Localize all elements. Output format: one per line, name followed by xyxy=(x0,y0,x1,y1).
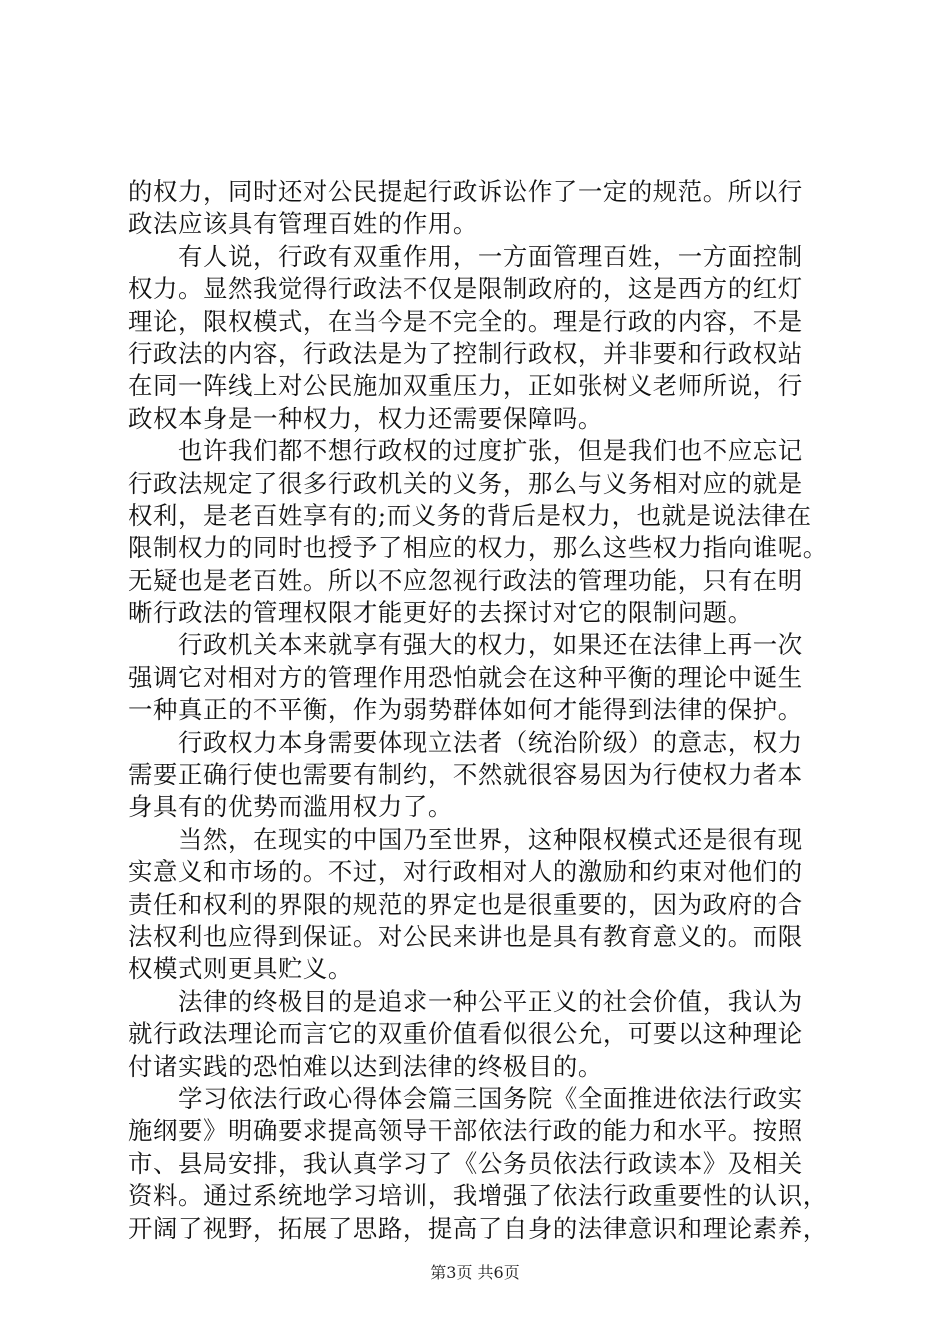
text-line: 学习依法行政心得体会篇三国务院《全面推进依法行政实 xyxy=(128,1083,803,1113)
text-line: 政法应该具有管理百姓的作用。 xyxy=(128,209,478,239)
text-line: 付诸实践的恐怕难以达到法律的终极目的。 xyxy=(128,1051,603,1081)
text-line: 当然，在现实的中国乃至世界，这种限权模式还是很有现 xyxy=(128,824,803,854)
text-line: 权模式则更具贮义。 xyxy=(128,954,353,984)
text-line: 身具有的优势而滥用权力了。 xyxy=(128,792,453,822)
text-line: 市、县局安排，我认真学习了《公务员依法行政读本》及相关 xyxy=(128,1148,803,1178)
text-line: 实意义和市场的。不过，对行政相对人的激励和约束对他们的 xyxy=(128,857,803,887)
text-line: 晰行政法的管理权限才能更好的去探讨对它的限制问题。 xyxy=(128,598,753,628)
text-line: 在同一阵线上对公民施加双重压力，正如张树义老师所说，行 xyxy=(128,371,803,401)
text-line: 开阔了视野，拓展了思路，提高了自身的法律意识和理论素养， xyxy=(128,1213,828,1243)
text-line: 也许我们都不想行政权的过度扩张，但是我们也不应忘记 xyxy=(128,436,803,466)
text-line: 就行政法理论而言它的双重价值看似很公允，可要以这种理论 xyxy=(128,1019,803,1049)
text-line: 行政法的内容，行政法是为了控制行政权，并非要和行政权站 xyxy=(128,338,803,368)
page-number-footer: 第3页 共6页 xyxy=(430,1263,520,1282)
text-line: 的权力，同时还对公民提起行政诉讼作了一定的规范。所以行 xyxy=(128,177,803,206)
text-line: 权力。显然我觉得行政法不仅是限制政府的，这是西方的红灯 xyxy=(128,274,803,304)
text-line: 施纲要》明确要求提高领导干部依法行政的能力和水平。按照 xyxy=(128,1116,803,1146)
text-line: 资料。通过系统地学习培训，我增强了依法行政重要性的认识， xyxy=(128,1181,828,1211)
text-line: 需要正确行使也需要有制约，不然就很容易因为行使权力者本 xyxy=(128,760,803,790)
text-line: 法权利也应得到保证。对公民来讲也是具有教育意义的。而限 xyxy=(128,921,803,951)
text-line: 权利，是老百姓享有的;而义务的背后是权力，也就是说法律在 xyxy=(128,500,812,530)
text-line: 行政法规定了很多行政机关的义务，那么与义务相对应的就是 xyxy=(128,468,803,498)
text-line: 一种真正的不平衡，作为弱势群体如何才能得到法律的保护。 xyxy=(128,695,803,725)
text-line: 行政机关本来就享有强大的权力，如果还在法律上再一次 xyxy=(128,630,803,660)
document-body xyxy=(128,176,828,1245)
text-line: 责任和权利的界限的规范的界定也是很重要的，因为政府的合 xyxy=(128,889,803,919)
text-line: 行政权力本身需要体现立法者（统治阶级）的意志，权力 xyxy=(128,727,803,757)
text-line: 强调它对相对方的管理作用恐怕就会在这种平衡的理论中诞生 xyxy=(128,662,803,692)
text-line: 限制权力的同时也授予了相应的权力，那么这些权力指向谁呢。 xyxy=(128,533,828,563)
text-line: 法律的终极目的是追求一种公平正义的社会价值，我认为 xyxy=(128,986,803,1016)
text-line: 理论，限权模式，在当今是不完全的。理是行政的内容，不是 xyxy=(128,306,803,336)
text-line: 无疑也是老百姓。所以不应忽视行政法的管理功能，只有在明 xyxy=(128,565,803,595)
text-line: 有人说，行政有双重作用，一方面管理百姓，一方面控制 xyxy=(128,241,803,271)
text-line: 政权本身是一种权力，权力还需要保障吗。 xyxy=(128,403,603,433)
